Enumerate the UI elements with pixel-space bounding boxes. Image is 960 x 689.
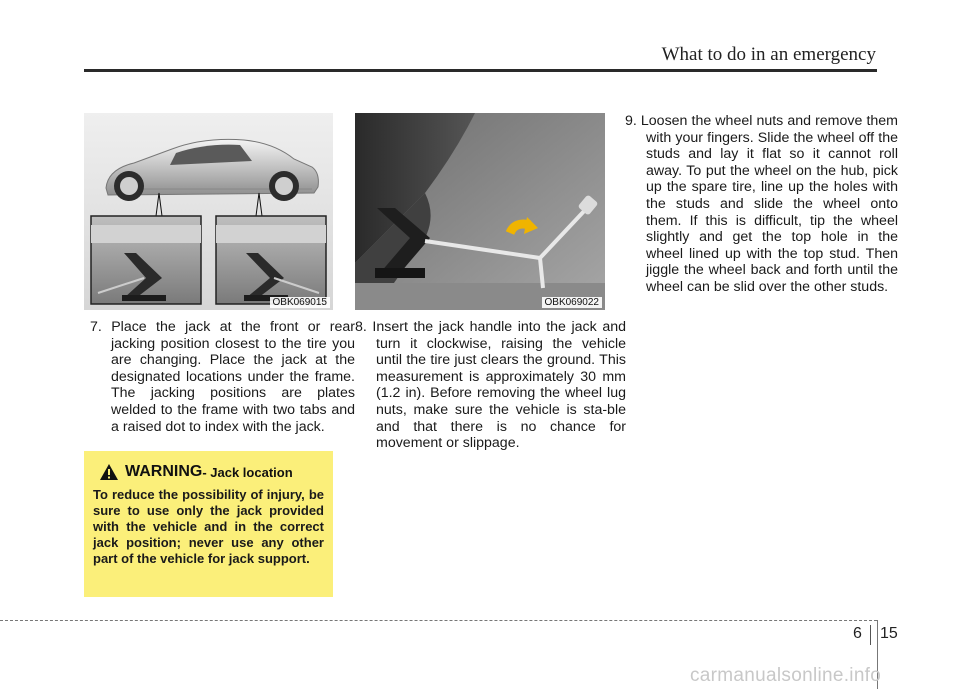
- footer-rule: [0, 620, 877, 621]
- chapter-number: 6: [853, 625, 862, 642]
- step-8-text: 8. Insert the jack handle into the jack and turn it clockwise, raising the vehicle until the tire just clears the ground. This measurement is approximately 30 mm (1.2 in). Before removing the wheel lug nuts, make sure the vehicle is sta-ble and that there is no chance for movement or slippage.: [355, 319, 626, 452]
- figure-code: OBK069015: [270, 297, 331, 308]
- header-title: What to do in an emergency: [661, 44, 876, 65]
- warning-text: To reduce the possibility of injury, be sure to use only the jack provided with the vehicle and in the correct jack position; never use any other part of the vehicle for jack support.: [93, 487, 324, 566]
- step-7-text: 7. Place the jack at the front or rear jacking position closest to the tire you are changing. Place the jack at the designated locations under the frame. The jacking positions are plates welded to the frame with two tabs and a raised dot to index with the jack.: [90, 319, 355, 435]
- warning-title: WARNING: [125, 463, 203, 480]
- watermark: carmanualsonline.info: [690, 665, 882, 686]
- page-number: 15: [880, 625, 898, 642]
- jacking-positions-illustration: [84, 113, 333, 310]
- header-rule: [84, 69, 877, 72]
- page-number-divider: [870, 625, 871, 645]
- jack-handle-illustration: [355, 113, 605, 310]
- warning-subtitle: - Jack location: [202, 464, 293, 480]
- step-9-text: 9. Loosen the wheel nuts and remove them with your fingers. Slide the wheel off the studs and lay it flat so it cannot roll away. To put the wheel on the hub, pick up the spare tire, line up the holes with the studs and slide the wheel onto them. If this is difficult, tip the wheel slightly and get the top hole in the wheel lined up with the top stud. Then jiggle the wheel back and forth until the wheel can be slid over the other studs.: [625, 113, 898, 295]
- warning-triangle-icon: [99, 463, 119, 481]
- warning-box: [84, 451, 333, 597]
- figure-code: OBK069022: [542, 297, 603, 308]
- figure-jack-handle: [355, 113, 605, 310]
- warning-header: [99, 463, 324, 481]
- figure-jacking-positions: [84, 113, 333, 310]
